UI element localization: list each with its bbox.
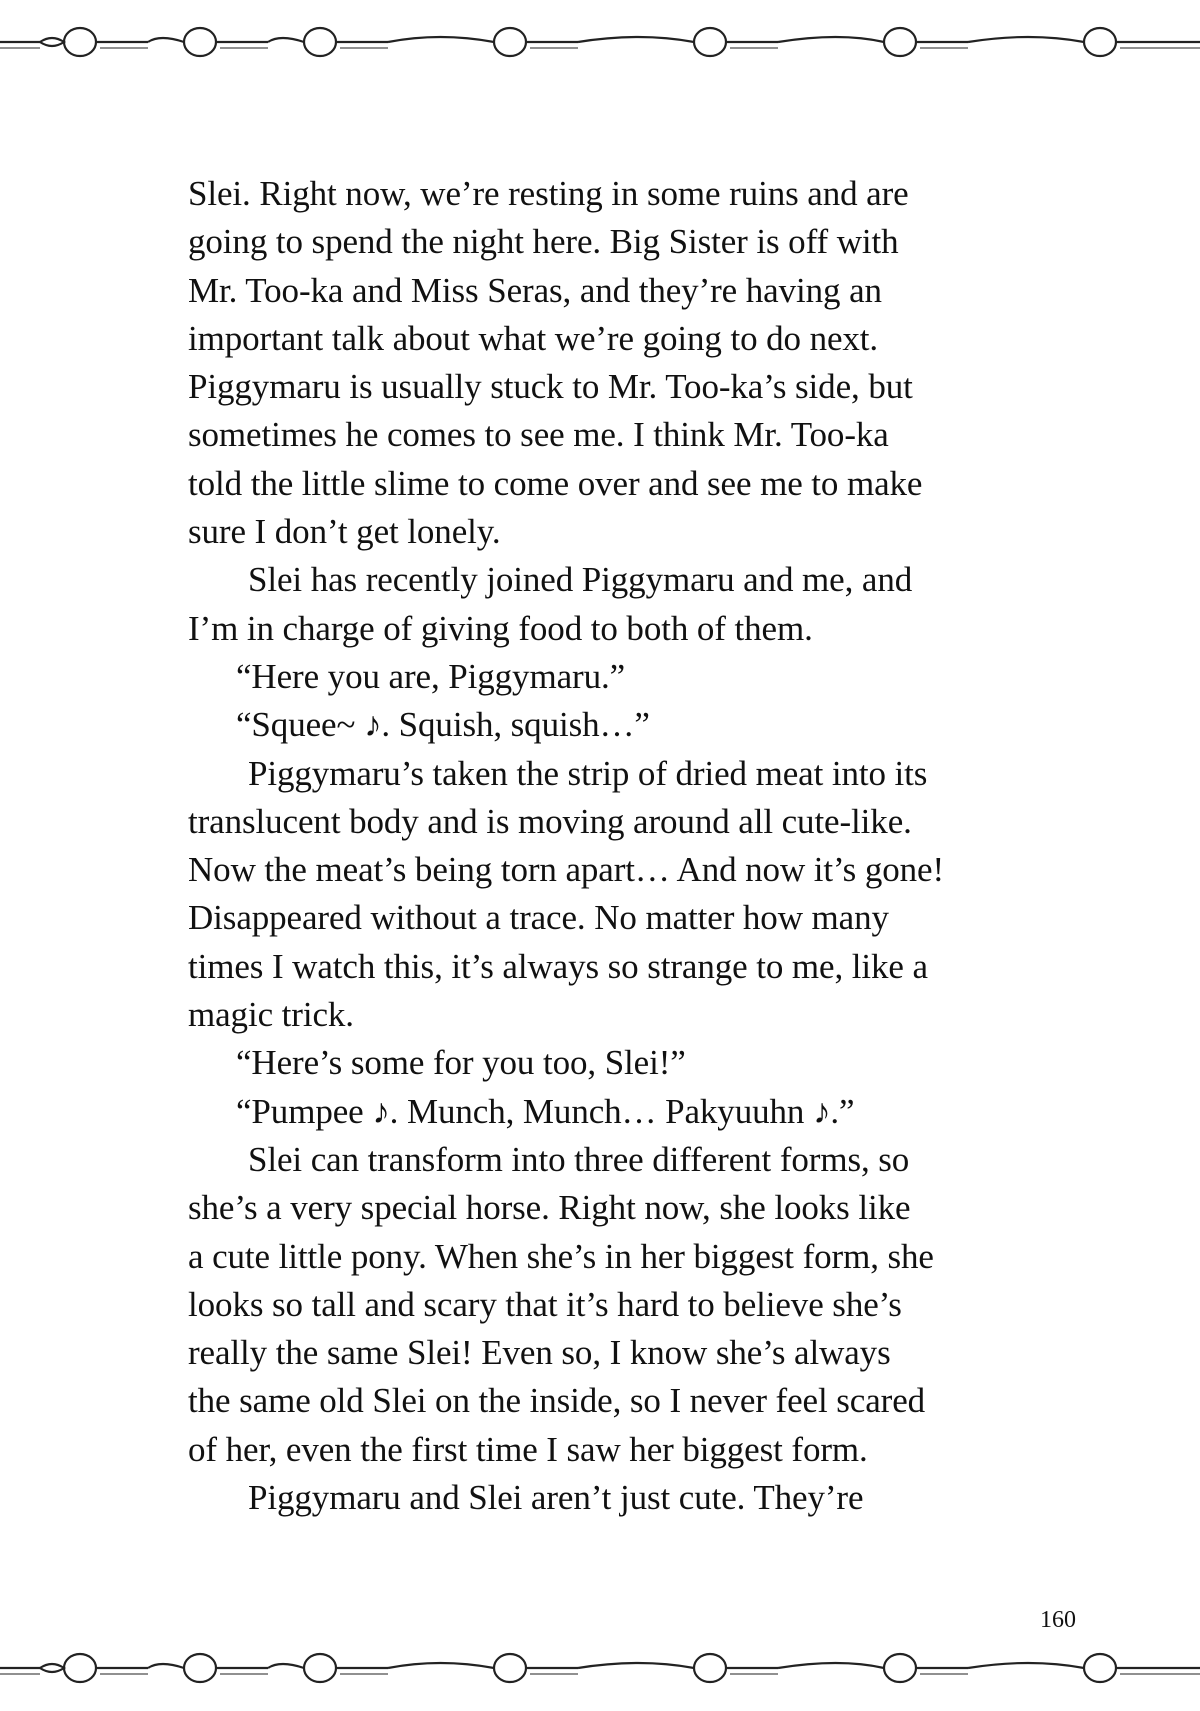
chain-border-top: [0, 10, 1200, 70]
text-line: the same old Slei on the inside, so I never feel scared: [188, 1381, 926, 1421]
text-line: Disappeared without a trace. No matter how many: [188, 898, 889, 938]
text-line: Slei. Right now, we’re resting in some ruins and are: [188, 174, 909, 213]
text-line: sometimes he comes to see me. I think Mr. Too-ka: [188, 415, 889, 455]
text-line: Piggymaru is usually stuck to Mr. Too-ka’s side, but: [188, 367, 913, 407]
text-line: “Squee~ ♪. Squish, squish…”: [236, 705, 650, 745]
text-line: told the little slime to come over and see me to make: [188, 463, 923, 503]
text-line: times I watch this, it’s always so strange to me, like a: [188, 946, 928, 986]
chain-pattern: [0, 1654, 1200, 1682]
chain-pattern: [0, 28, 1200, 56]
text-line: Mr. Too-ka and Miss Seras, and they’re having an: [188, 270, 882, 310]
page-number: 160: [1040, 1607, 1076, 1633]
text-line: Piggymaru’s taken the strip of dried meat into its: [248, 753, 928, 793]
text-line: really the same Slei! Even so, I know she’s always: [188, 1333, 891, 1373]
chain-border-bottom: [0, 1636, 1200, 1696]
text-line: important talk about what we’re going to do next.: [188, 318, 879, 358]
text-line: of her, even the first time I saw her biggest form.: [188, 1429, 868, 1469]
text-line: “Pumpee ♪. Munch, Munch… Pakyuuhn ♪.”: [236, 1091, 855, 1131]
text-line: going to spend the night here. Big Sister is off with: [188, 222, 899, 262]
text-line: looks so tall and scary that it’s hard to believe she’s: [188, 1284, 902, 1324]
text-line: Slei has recently joined Piggymaru and me, and: [248, 560, 913, 600]
text-line: “Here’s some for you too, Slei!”: [236, 1043, 686, 1083]
text-line: I’m in charge of giving food to both of them.: [188, 608, 813, 648]
text-line: translucent body and is moving around all cute-like.: [188, 801, 912, 841]
text-line: a cute little pony. When she’s in her biggest form, she: [188, 1236, 934, 1276]
text-line: Piggymaru and Slei aren’t just cute. They’re: [248, 1478, 864, 1518]
text-line: sure I don’t get lonely.: [188, 512, 501, 552]
text-line: Now the meat’s being torn apart… And now it’s gone!: [188, 850, 945, 890]
text-line: Slei can transform into three different forms, so: [248, 1139, 910, 1179]
text-line: she’s a very special horse. Right now, she looks like: [188, 1188, 911, 1228]
text-line: magic trick.: [188, 995, 354, 1035]
text-line: “Here you are, Piggymaru.”: [236, 656, 626, 696]
body-text: [188, 170, 1088, 1522]
